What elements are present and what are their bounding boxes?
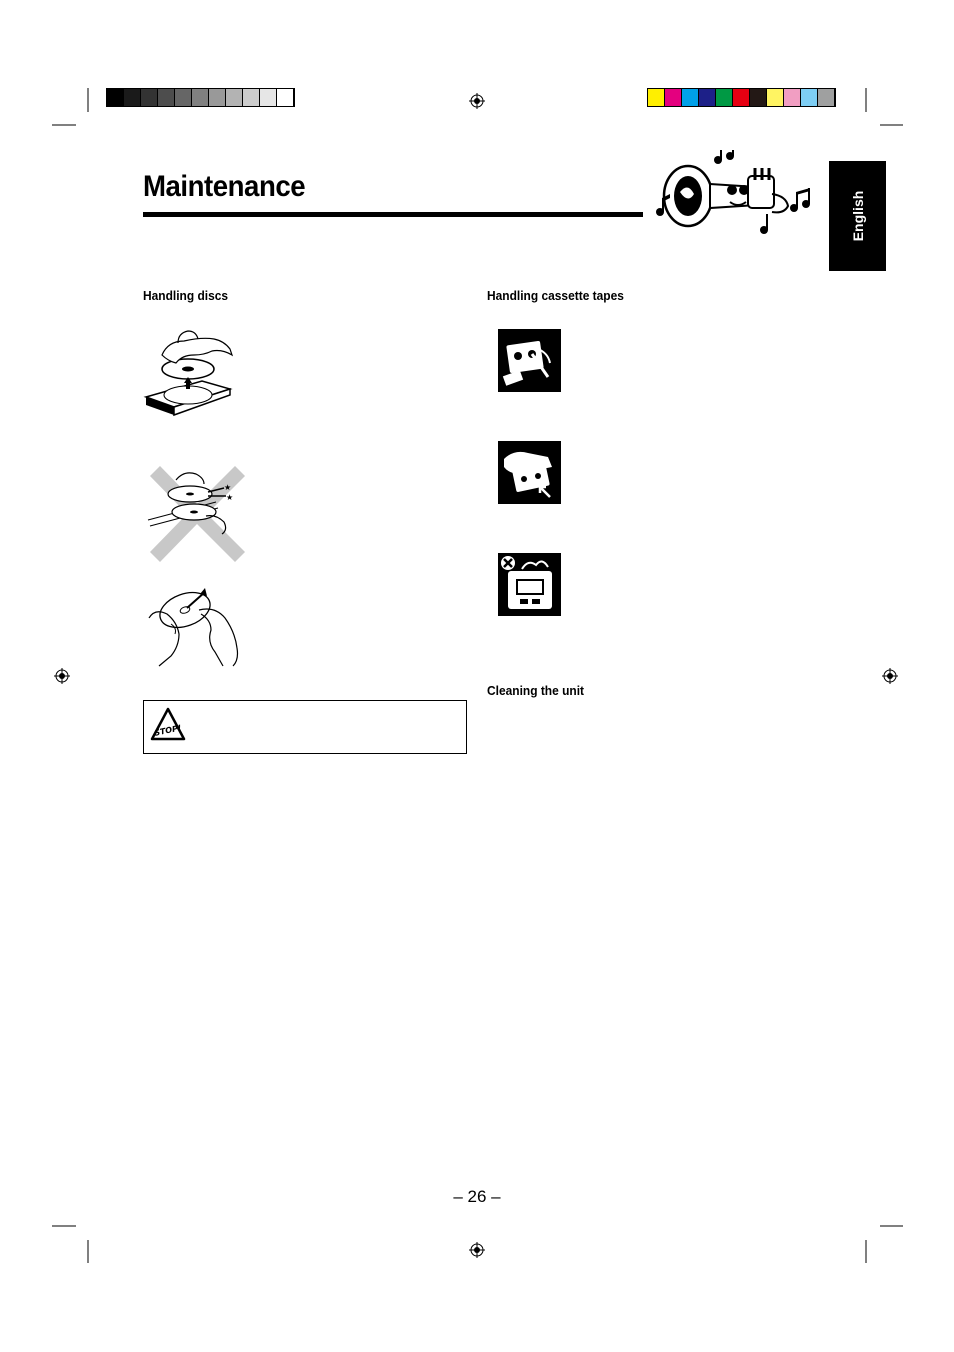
color-swatch [818,89,835,106]
color-swatch [699,89,716,106]
disc-cleaning-icon [145,584,243,670]
page-number: – 26 – [453,1187,501,1206]
svg-text:★: ★ [226,493,234,502]
grayscale-swatch [124,89,141,106]
grayscale-swatch [243,89,260,106]
disc-insert-icon [142,325,234,425]
grayscale-swatch [107,89,124,106]
registration-mark-icon [882,668,898,684]
discs-heading: Handling discs [143,288,229,303]
color-calibration-bar [647,88,836,107]
color-swatch [801,89,818,106]
title-rule [143,212,643,217]
grayscale-calibration-bar [106,88,295,107]
color-swatch [733,89,750,106]
tape-touch-icon [498,441,561,504]
grayscale-swatch [209,89,226,106]
registration-mark-icon [469,93,485,109]
language-tab-label: English [849,190,866,242]
grayscale-swatch [260,89,277,106]
disc-wrong-handling-icon [146,462,249,566]
registration-mark-icon [54,668,70,684]
page-title: Maintenance [143,170,306,203]
color-swatch [767,89,784,106]
grayscale-swatch [192,89,209,106]
tape-slack-icon [498,329,561,392]
cleaning-heading: Cleaning the unit [487,683,585,698]
grayscale-swatch [158,89,175,106]
color-swatch [665,89,682,106]
tape-heat-icon [498,553,561,616]
color-swatch [648,89,665,106]
stop-sign-icon [150,707,186,743]
color-swatch [750,89,767,106]
grayscale-swatch [175,89,192,106]
grayscale-swatch [141,89,158,106]
svg-text:★: ★ [224,483,232,492]
caution-box [143,700,467,754]
grayscale-swatch [277,89,294,106]
color-swatch [784,89,801,106]
language-tab [829,161,886,271]
grayscale-swatch [226,89,243,106]
color-swatch [682,89,699,106]
tapes-heading: Handling cassette tapes [487,288,624,303]
registration-mark-icon [469,1242,485,1258]
stop-sign-label: STOP! [153,723,183,738]
color-swatch [716,89,733,106]
trumpet-music-icon [652,150,814,236]
